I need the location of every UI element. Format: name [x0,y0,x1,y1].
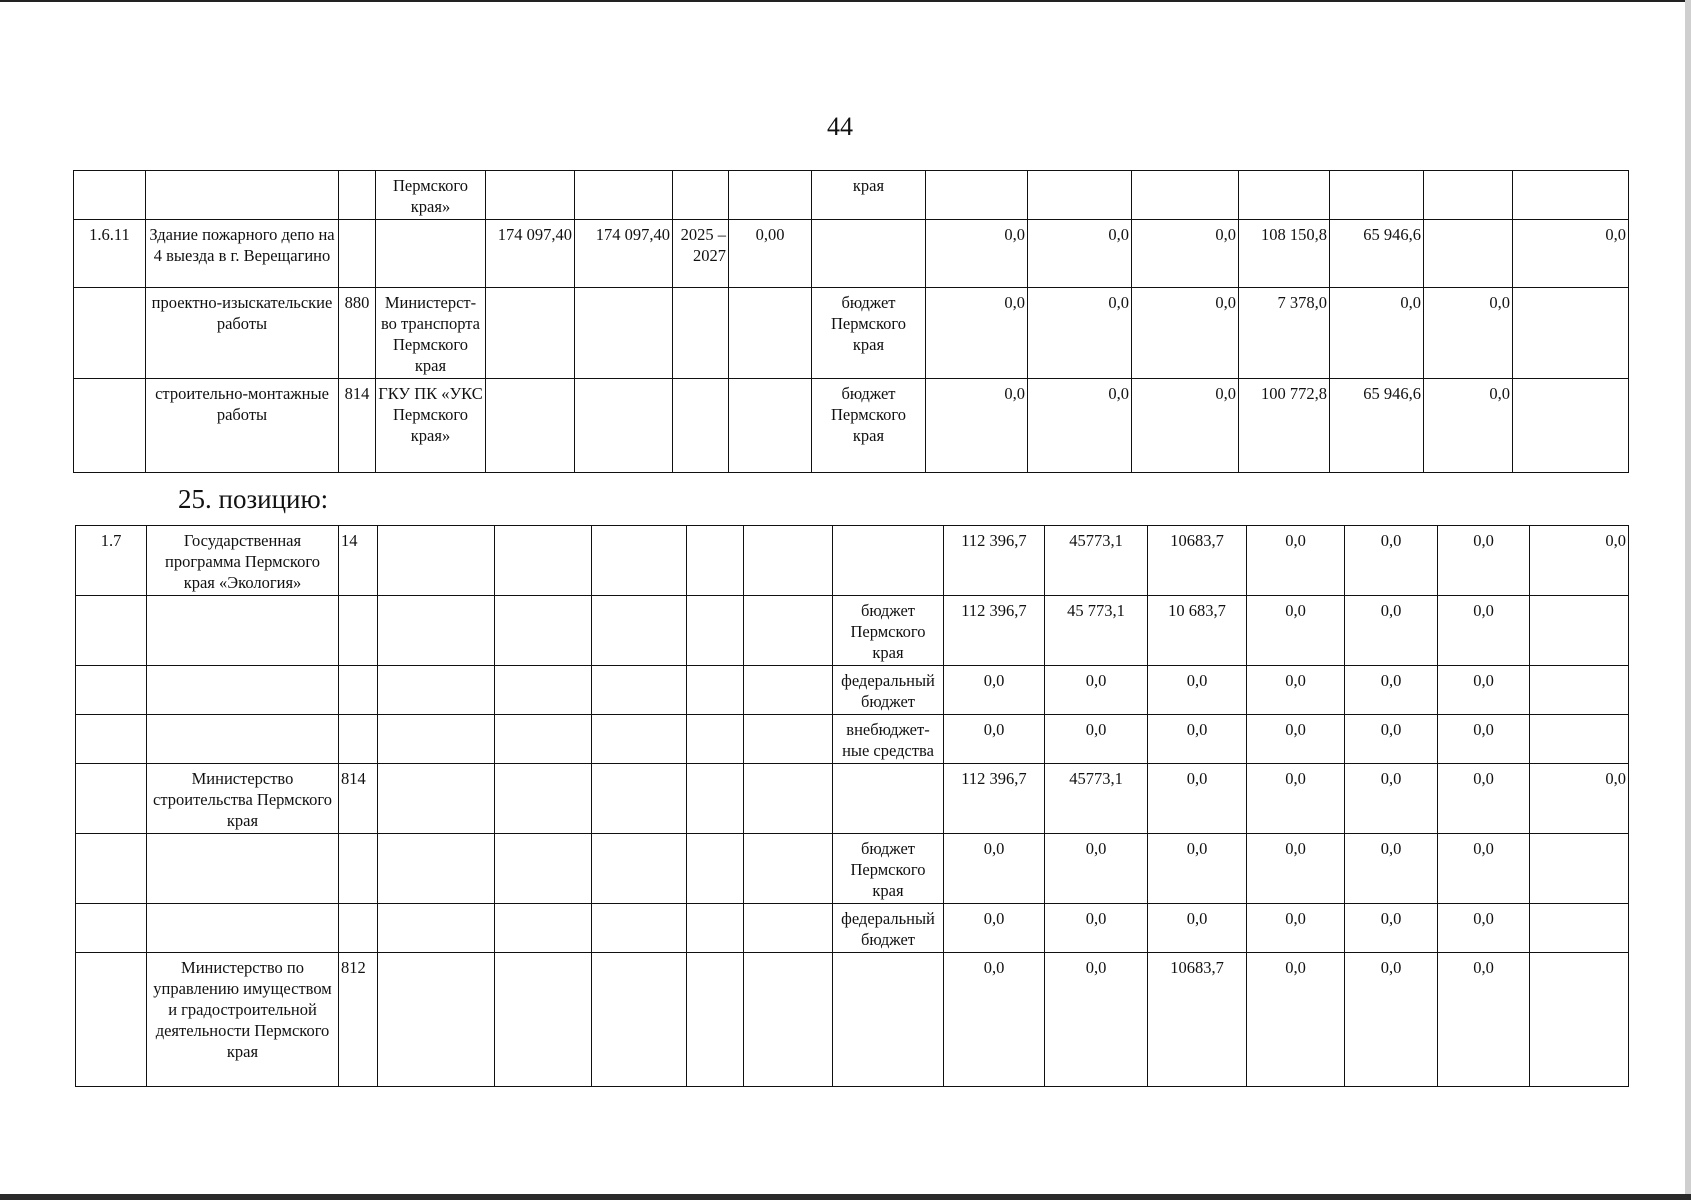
cell-year-2025: 0,0 [1045,953,1148,1087]
cell-cost-estimate [486,379,575,473]
cell-year-2027 [1239,171,1330,220]
cell-capacity [744,666,833,715]
cell-cost-total [575,288,673,379]
cell-year-2028: 0,0 [1345,953,1438,1087]
cell-code [76,953,147,1087]
cell-period [687,953,744,1087]
cell-cost-estimate [495,666,592,715]
cell-year-2025: 45 773,1 [1045,596,1148,666]
cell-capacity [744,953,833,1087]
cell-funding-source [833,764,944,834]
cell-year-2029: 0,0 [1424,379,1513,473]
cell-admin-code: 814 [339,764,378,834]
cell-funding-source [833,953,944,1087]
cell-year-2029: 0,0 [1438,904,1530,953]
cell-year-2028: 0,0 [1345,526,1438,596]
cell-admin-code: 880 [339,288,376,379]
cell-executor: ГКУ ПК «УКС Пермского края» [376,379,486,473]
cell-funding-source: бюджет Пермского края [833,596,944,666]
scan-bottom-edge [0,1194,1691,1200]
cell-year-2025: 45773,1 [1045,526,1148,596]
cell-year-2025: 0,0 [1028,288,1132,379]
cell-year-2028: 0,0 [1345,715,1438,764]
cell-cost-estimate [495,953,592,1087]
cell-admin-code [339,596,378,666]
cell-year-2028: 65 946,6 [1330,379,1424,473]
cell-year-2030 [1513,171,1629,220]
cell-capacity [744,596,833,666]
cell-year-2029: 0,0 [1438,715,1530,764]
cell-admin-code [339,834,378,904]
cell-year-2029 [1424,220,1513,288]
cell-capacity [744,764,833,834]
cell-year-2024: 0,0 [944,666,1045,715]
cell-capacity [744,526,833,596]
cell-period [687,764,744,834]
cell-code [74,288,146,379]
cell-cost-total [575,379,673,473]
cell-admin-code: 814 [339,379,376,473]
cell-year-2029: 0,0 [1438,953,1530,1087]
cell-year-2024: 0,0 [944,834,1045,904]
cell-name [147,666,339,715]
cell-funding-source: бюджет Пермского края [812,379,926,473]
cell-year-2025 [1028,171,1132,220]
cell-year-2030 [1530,666,1629,715]
cell-name [147,715,339,764]
cell-year-2029: 0,0 [1438,834,1530,904]
cell-executor [378,526,495,596]
cell-name [147,834,339,904]
cell-period [687,666,744,715]
table-row [76,596,1629,666]
cell-year-2025: 0,0 [1045,834,1148,904]
cell-year-2026: 0,0 [1148,715,1247,764]
cell-year-2027: 0,0 [1247,526,1345,596]
cell-cost-total [592,904,687,953]
cell-admin-code [339,715,378,764]
cell-year-2026: 0,0 [1132,288,1239,379]
cell-year-2026: 0,0 [1132,220,1239,288]
cell-year-2030 [1530,715,1629,764]
program-table-position-25 [75,525,1629,1087]
cell-code: 1.7 [76,526,147,596]
cell-year-2029: 0,0 [1438,764,1530,834]
cell-year-2025: 0,0 [1028,220,1132,288]
cell-name: проектно-изыскательские работы [146,288,339,379]
cell-cost-total [592,715,687,764]
cell-executor: Министерст-во транспорта Пермского края [376,288,486,379]
cell-executor [378,715,495,764]
cell-year-2027: 0,0 [1247,666,1345,715]
table-row [76,834,1629,904]
cell-period [687,904,744,953]
cell-name: Государственная программа Пермского края «Экология» [147,526,339,596]
cell-year-2024: 0,0 [926,220,1028,288]
cell-admin-code [339,171,376,220]
cell-executor [378,953,495,1087]
program-table-continued [73,170,1629,473]
cell-capacity [744,834,833,904]
cell-code [76,715,147,764]
cell-year-2030: 0,0 [1513,220,1629,288]
cell-year-2029: 0,0 [1424,288,1513,379]
cell-cost-estimate [486,288,575,379]
cell-period [687,834,744,904]
cell-admin-code [339,220,376,288]
cell-year-2028: 0,0 [1345,666,1438,715]
cell-year-2027: 100 772,8 [1239,379,1330,473]
cell-cost-total [592,526,687,596]
scan-right-edge [1685,0,1691,1200]
cell-cost-total [592,764,687,834]
cell-year-2026: 0,0 [1148,834,1247,904]
cell-code [74,171,146,220]
cell-funding-source [833,526,944,596]
cell-admin-code: 812 [339,953,378,1087]
cell-year-2030: 0,0 [1530,764,1629,834]
cell-executor [378,596,495,666]
cell-funding-source [812,220,926,288]
cell-capacity: 0,00 [729,220,812,288]
cell-year-2028: 0,0 [1345,834,1438,904]
cell-name [147,596,339,666]
cell-year-2028 [1330,171,1424,220]
cell-year-2024: 0,0 [926,288,1028,379]
cell-funding-source: федеральный бюджет [833,904,944,953]
cell-year-2024: 0,0 [944,715,1045,764]
cell-code [76,904,147,953]
cell-year-2024 [926,171,1028,220]
cell-year-2026: 0,0 [1148,904,1247,953]
cell-year-2025: 45773,1 [1045,764,1148,834]
cell-funding-source: внебюджет-ные средства [833,715,944,764]
cell-code [76,596,147,666]
cell-year-2027: 0,0 [1247,764,1345,834]
cell-year-2026: 0,0 [1148,764,1247,834]
cell-name: Здание пожарного депо на 4 выезда в г. Верещагино [146,220,339,288]
cell-cost-estimate [495,904,592,953]
table-row [74,288,1629,379]
cell-code [76,764,147,834]
cell-funding-source: бюджет Пермского края [833,834,944,904]
cell-year-2029: 0,0 [1438,526,1530,596]
cell-capacity [729,379,812,473]
cell-cost-total [592,666,687,715]
cell-cost-total: 174 097,40 [575,220,673,288]
table-row [74,220,1629,288]
table-row [76,953,1629,1087]
cell-name [146,171,339,220]
cell-year-2026: 0,0 [1148,666,1247,715]
cell-year-2030 [1530,596,1629,666]
cell-executor [378,834,495,904]
cell-year-2024: 0,0 [944,904,1045,953]
table-row [76,666,1629,715]
cell-cost-estimate [495,764,592,834]
section-heading: 25. позицию: [178,484,329,514]
cell-cost-estimate [486,171,575,220]
cell-year-2024: 0,0 [944,953,1045,1087]
scan-top-edge [0,0,1691,2]
cell-year-2030 [1530,953,1629,1087]
cell-admin-code [339,666,378,715]
cell-period [673,171,729,220]
cell-name: Министерство строительства Пермского края [147,764,339,834]
cell-capacity [729,171,812,220]
cell-year-2030 [1530,834,1629,904]
cell-year-2026: 0,0 [1132,379,1239,473]
cell-name: Министерство по управлению имуществом и градостроительной деятельности Пермского края [147,953,339,1087]
cell-executor [378,904,495,953]
cell-year-2027: 7 378,0 [1239,288,1330,379]
cell-cost-estimate: 174 097,40 [486,220,575,288]
cell-name [147,904,339,953]
cell-code: 1.6.11 [74,220,146,288]
cell-year-2028: 0,0 [1330,288,1424,379]
cell-cost-estimate [495,596,592,666]
cell-year-2027: 0,0 [1247,953,1345,1087]
cell-year-2024: 112 396,7 [944,764,1045,834]
cell-capacity [744,904,833,953]
cell-year-2027: 0,0 [1247,715,1345,764]
table-row [76,904,1629,953]
table-body [74,171,1629,473]
cell-admin-code [339,904,378,953]
cell-period [687,715,744,764]
cell-year-2027: 108 150,8 [1239,220,1330,288]
cell-cost-estimate [495,715,592,764]
cell-year-2025: 0,0 [1028,379,1132,473]
cell-cost-total [592,834,687,904]
cell-funding-source: края [812,171,926,220]
table-row [76,764,1629,834]
cell-year-2028: 0,0 [1345,596,1438,666]
cell-year-2026: 10683,7 [1148,526,1247,596]
cell-cost-total [592,953,687,1087]
cell-name: строительно-монтажные работы [146,379,339,473]
cell-year-2026: 10683,7 [1148,953,1247,1087]
cell-cost-estimate [495,526,592,596]
cell-executor: Пермского края» [376,171,486,220]
cell-year-2028: 0,0 [1345,764,1438,834]
cell-year-2027: 0,0 [1247,596,1345,666]
cell-year-2029: 0,0 [1438,596,1530,666]
cell-cost-estimate [495,834,592,904]
table-row [74,171,1629,220]
cell-period: 2025 – 2027 [673,220,729,288]
cell-year-2027: 0,0 [1247,834,1345,904]
cell-year-2026 [1132,171,1239,220]
cell-capacity [744,715,833,764]
table-row [74,379,1629,473]
cell-period [687,596,744,666]
cell-year-2028: 0,0 [1345,904,1438,953]
cell-year-2027: 0,0 [1247,904,1345,953]
cell-year-2029: 0,0 [1438,666,1530,715]
cell-year-2025: 0,0 [1045,904,1148,953]
table-body [76,526,1629,1087]
cell-year-2025: 0,0 [1045,715,1148,764]
cell-code [74,379,146,473]
cell-year-2030 [1530,904,1629,953]
cell-code [76,834,147,904]
cell-year-2030 [1513,288,1629,379]
cell-executor [378,666,495,715]
cell-year-2024: 112 396,7 [944,526,1045,596]
cell-executor [376,220,486,288]
table-row [76,526,1629,596]
cell-year-2028: 65 946,6 [1330,220,1424,288]
cell-year-2025: 0,0 [1045,666,1148,715]
page-number: 44 [827,112,853,141]
cell-year-2030 [1513,379,1629,473]
cell-year-2024: 112 396,7 [944,596,1045,666]
cell-period [687,526,744,596]
cell-code [76,666,147,715]
cell-year-2030: 0,0 [1530,526,1629,596]
cell-capacity [729,288,812,379]
cell-cost-total [575,171,673,220]
cell-funding-source: федеральный бюджет [833,666,944,715]
cell-funding-source: бюджет Пермского края [812,288,926,379]
cell-period [673,288,729,379]
cell-year-2026: 10 683,7 [1148,596,1247,666]
cell-period [673,379,729,473]
cell-year-2024: 0,0 [926,379,1028,473]
cell-cost-total [592,596,687,666]
table-row [76,715,1629,764]
cell-year-2029 [1424,171,1513,220]
cell-admin-code: 14 [339,526,378,596]
cell-executor [378,764,495,834]
